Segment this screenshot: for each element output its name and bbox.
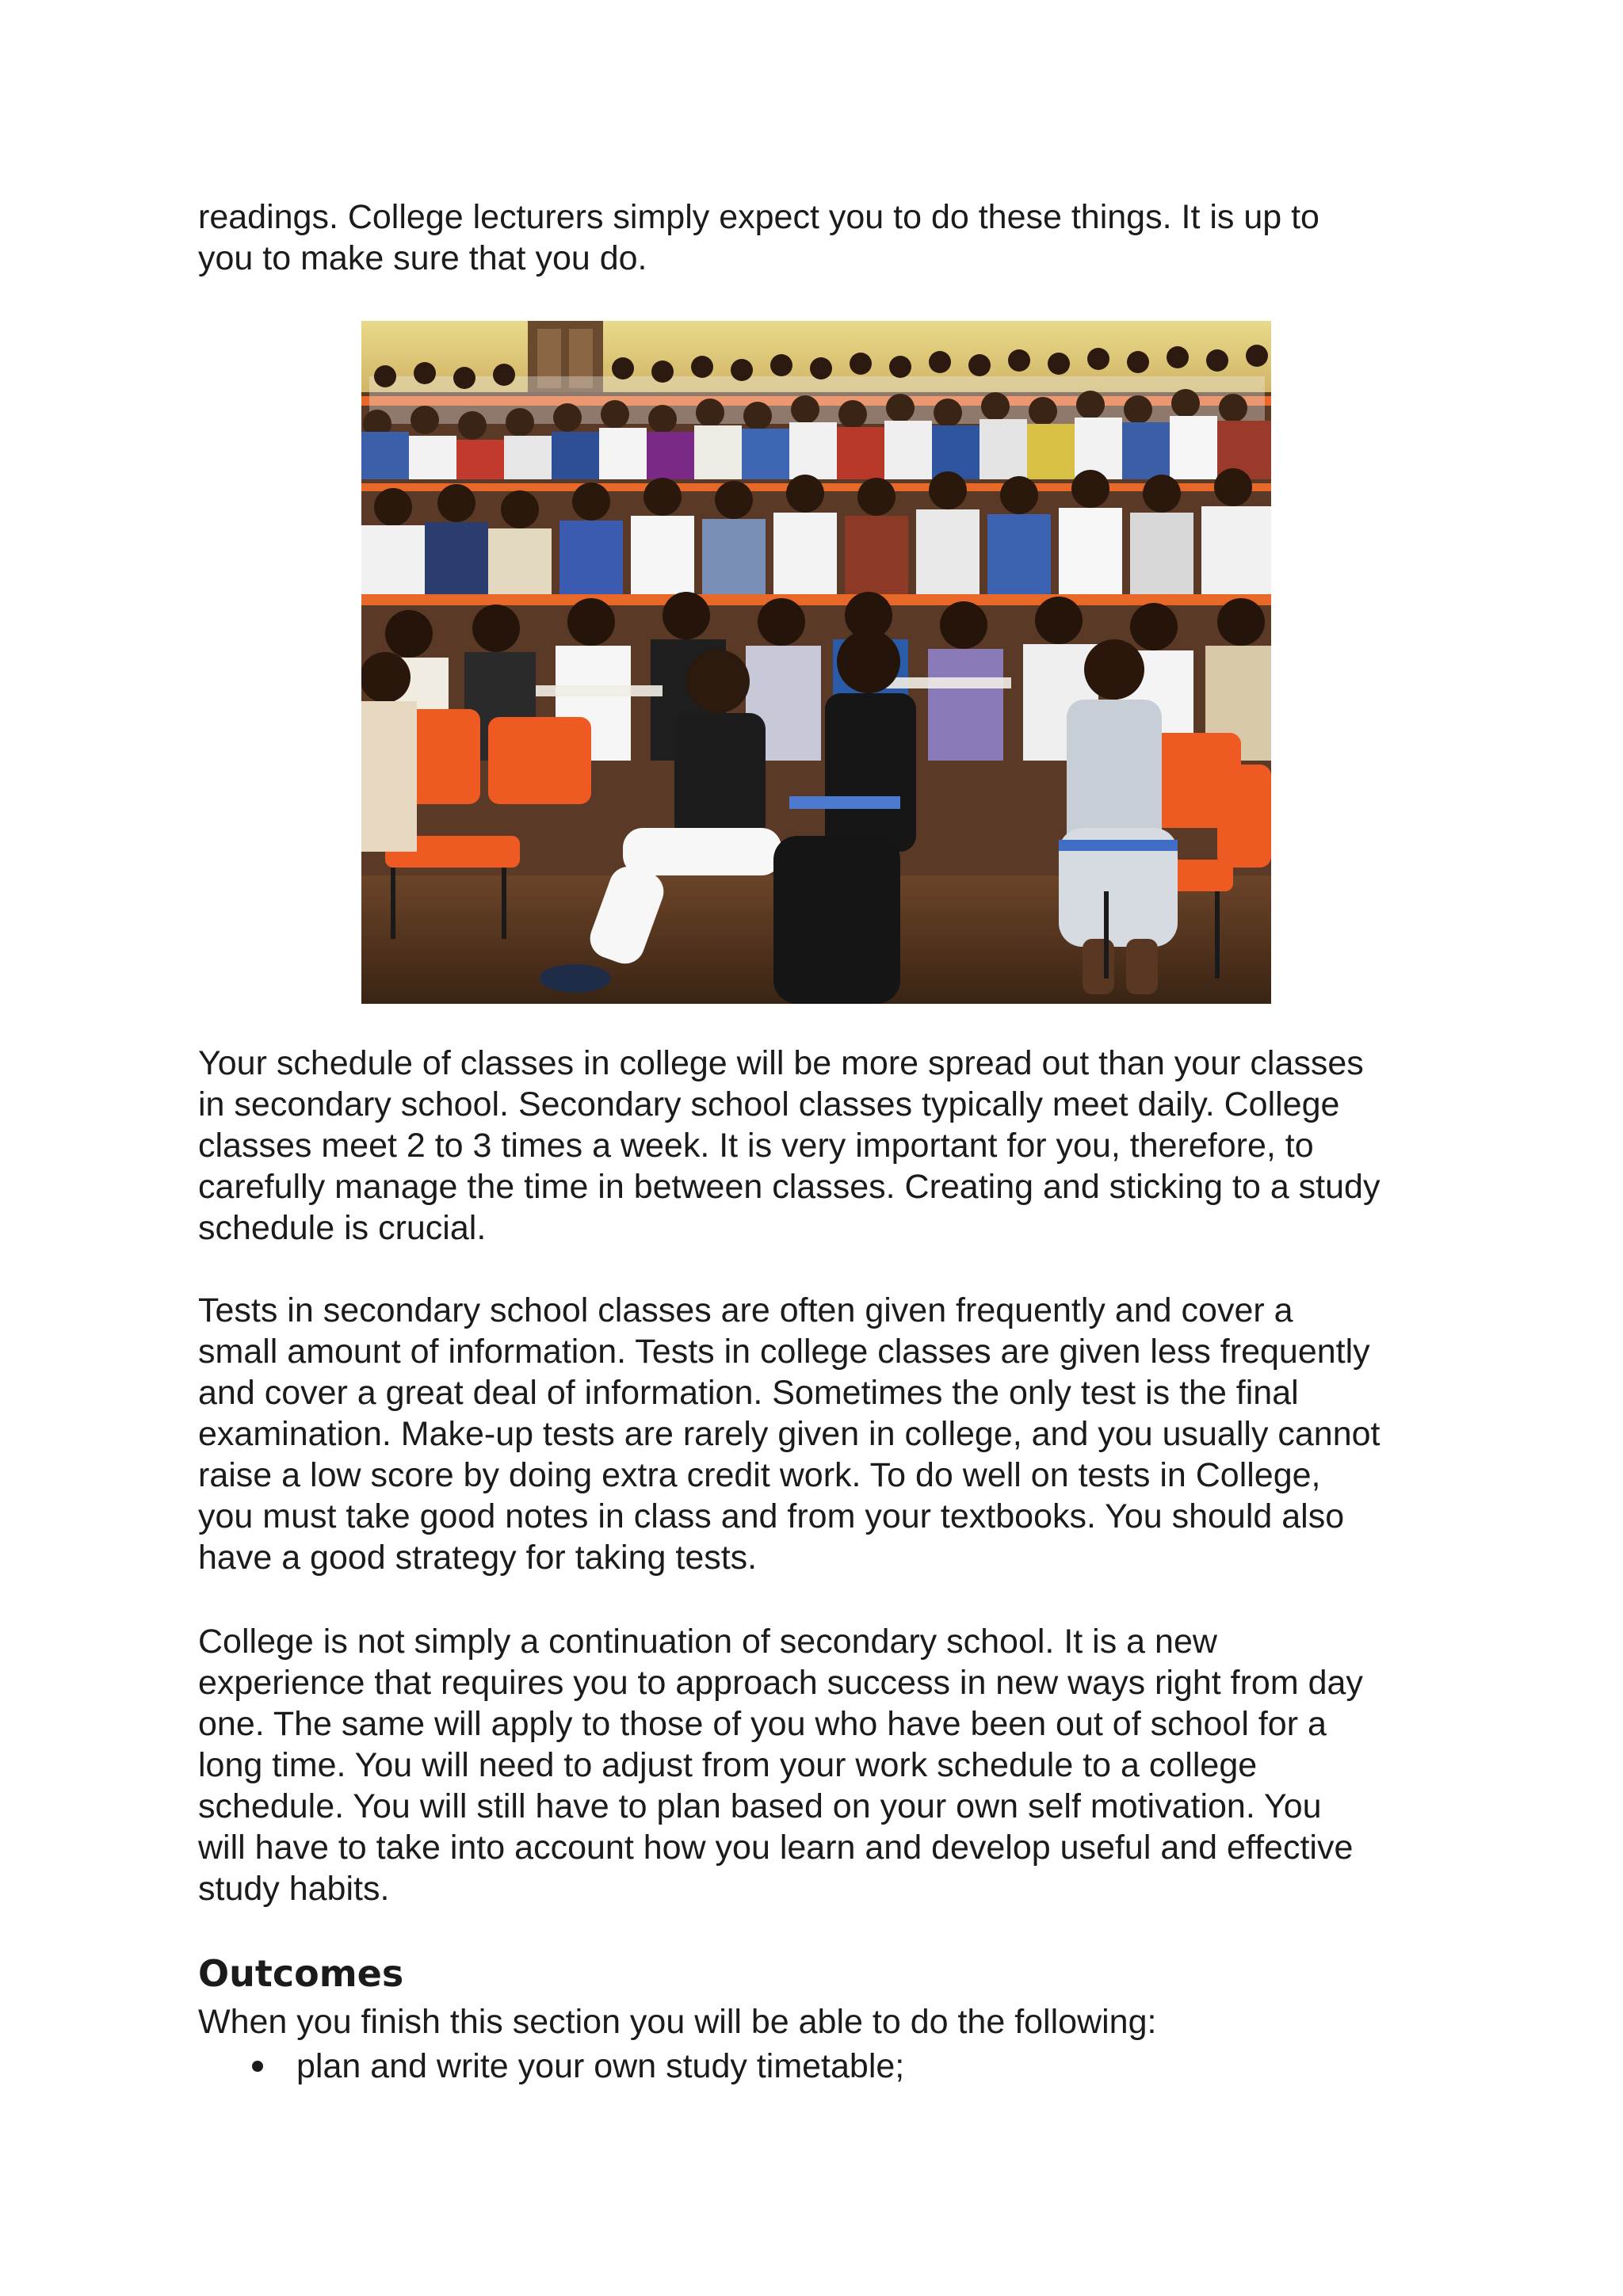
outcomes-intro: When you finish this section you will be able to do the following: xyxy=(198,2003,1157,2041)
outcomes-list xyxy=(246,2046,904,2087)
outcomes-heading: Outcomes xyxy=(198,1952,404,1995)
bullet-icon xyxy=(252,2061,263,2072)
list-item xyxy=(246,2046,904,2087)
list-item-text: plan and write your own study timetable; xyxy=(296,2047,905,2085)
schedule-paragraph: Your schedule of classes in college will be more spread out than your classes in secondary school. Secondary school classes typically meet daily. College classes meet 2 to 3 times a week. It is very important for you, therefore, to carefully manage the time in between classes. Creating and sticking to a study schedule is crucial. xyxy=(198,1044,1381,1247)
lecture-hall-photo xyxy=(361,321,1271,1004)
intro-paragraph: readings. College lecturers simply expect you to do these things. It is up to you to make sure that you do. xyxy=(198,198,1319,277)
college-paragraph: College is not simply a continuation of secondary school. It is a new experience that requires you to approach success in new ways right from day one. The same will apply to those of you who have been out of school for a long time. You will need to adjust from your work schedule to a college schedule. You will still have to plan based on your own self motivation. You will have to take into account how you learn and develop useful and effective study habits. xyxy=(198,1623,1363,1908)
tests-paragraph: Tests in secondary school classes are often given frequently and cover a small amount of information. Tests in college classes are given less frequently and cover a great deal of information. Sometimes the only test is the final examination. Make-up tests are rarely given in college, and you usually cannot raise a low score by doing extra credit work. To do well on tests in College, you must take good notes in class and from your textbooks. You should also have a good strategy for taking tests. xyxy=(198,1291,1381,1577)
